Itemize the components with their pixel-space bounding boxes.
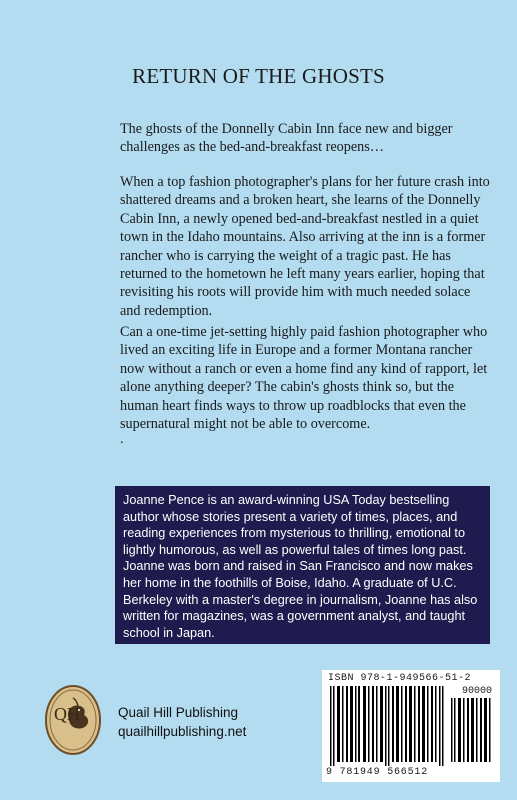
- blurb-paragraph: Can a one-time jet-setting highly paid fashion photographer who lived an exciting life in Europe and a former Montana rancher now without a ranch or even a home find any kind of rapport, let alone anything deeper? The cabin's ghosts think so, but the human heart finds ways to throw up roadblocks that even the supernatural might not be able to overcome.: [120, 324, 488, 433]
- barcode: [322, 670, 500, 782]
- publisher-url: quailhillpublishing.net: [118, 724, 247, 739]
- blurb-paragraph: The ghosts of the Donnelly Cabin Inn face new and bigger challenges as the bed-and-breakfast reopens…: [120, 121, 453, 156]
- price-bars-icon: [450, 698, 494, 762]
- publisher-logo: [44, 684, 102, 756]
- publisher-name: Quail Hill Publishing: [118, 705, 239, 720]
- barcode-bars-icon: [328, 686, 446, 766]
- quail-logo-icon: [44, 684, 102, 756]
- blurb-paragraph: When a top fashion photographer's plans for her future crash into shattered dreams and a broken heart, she learns of the Donnelly Cabin Inn, a newly opened bed-and-breakfast nestled in a quiet town in the Idaho mountains. Also arriving at the inn is a former rancher who is carrying the weight of a tragic past. He has returned to the hometown he left many years earlier, hoping that revisiting his roots will provide him with much needed solace and redemption.: [120, 174, 490, 319]
- isbn-label: ISBN 978-1-949566-51-2: [328, 673, 472, 684]
- price-code: 90000: [461, 686, 492, 697]
- book-title: RETURN OF THE GHOSTS: [132, 64, 385, 88]
- trailing-mark: .: [120, 432, 124, 447]
- author-bio-box: [115, 486, 490, 644]
- isbn-digits: 9 781949 566512: [326, 767, 429, 778]
- author-bio: Joanne Pence is an award-winning USA Today bestselling author whose stories present a variety of times, places, and reading experiences from mysterious to thrilling, emotional to lightly humorous, as well as powerful tales of times long past. Joanne was born and raised in San Francisco and now makes her home in the foothills of Boise, Idaho. A graduate of U.C. Berkeley with a master's degree in journalism, Joanne has also written for magazines, was a government analyst, and taught school in Japan.: [123, 493, 478, 640]
- logo-letter-q: QH: [54, 704, 80, 724]
